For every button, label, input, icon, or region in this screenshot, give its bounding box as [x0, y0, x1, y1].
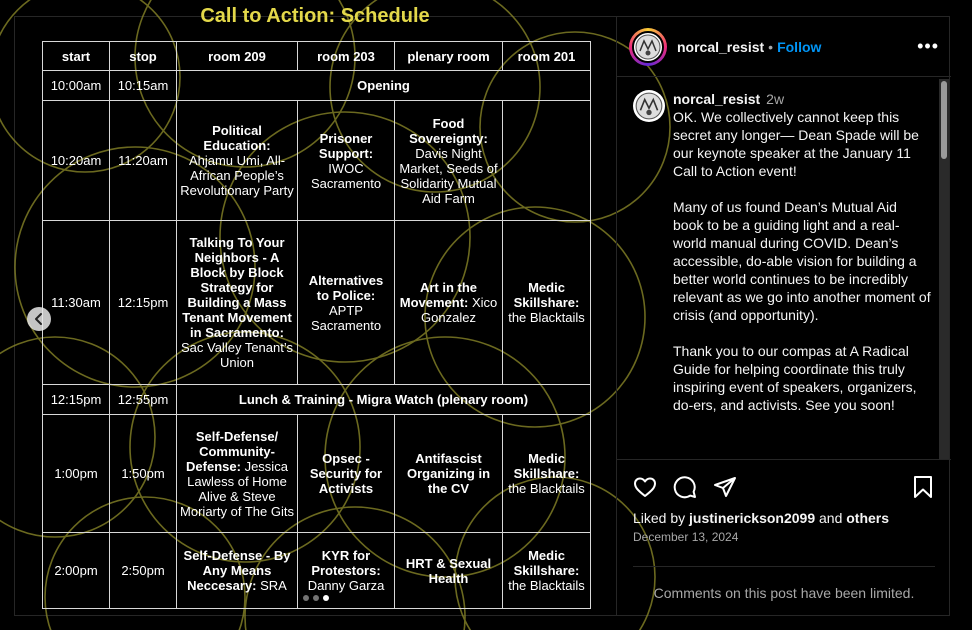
start-time: 11:30am	[43, 221, 110, 385]
session-plenary	[395, 415, 503, 533]
session-room-203	[298, 101, 395, 221]
post-dialog	[14, 5, 950, 616]
carousel-dot[interactable]	[313, 595, 319, 601]
session-presenter: Ahjamu Umi, All-African People’s Revolutionary Party	[180, 153, 294, 198]
chevron-left-icon	[33, 313, 45, 325]
liked-by-others-link[interactable]: others	[846, 510, 890, 526]
session-presenter: Davis Night Market, Seeds of Solidarity Mutual Aid Farm	[399, 145, 498, 206]
session-presenter: the Blacktails	[508, 481, 585, 496]
scrollbar-thumb[interactable]	[941, 81, 947, 159]
session-title: Lunch & Training - Migra Watch (plenary room)	[238, 392, 529, 407]
bookmark-icon	[911, 475, 935, 499]
stop-time: 2:50pm	[110, 533, 177, 609]
share-button[interactable]	[713, 475, 737, 499]
session-room-201	[503, 221, 591, 385]
stop-time: 11:20am	[110, 101, 177, 221]
post-actions	[617, 459, 951, 601]
session-room-209	[177, 533, 298, 609]
session-presenter: the Blacktails	[508, 310, 585, 325]
start-time: 1:00pm	[43, 415, 110, 533]
session-room-203	[298, 221, 395, 385]
caption-paragraph: Thank you to our compas at A Radical Guide for helping coordinate this truly inspiring event of speakers, organizers, do-ers, and activists. See you soon!	[673, 343, 921, 413]
avatar-logo-icon	[634, 33, 662, 61]
header-plenary-room: plenary room	[395, 42, 503, 71]
session-title: Art in the Movement:	[399, 280, 478, 310]
avatar[interactable]	[633, 90, 665, 122]
session-title: Talking To Your Neighbors - A Block by Block Strategy for Building a Mass Tenant Movement in Sacramento:	[182, 235, 292, 340]
caption-username-link[interactable]: norcal_resist	[673, 91, 761, 107]
caption-body	[673, 90, 935, 432]
schedule-title: Call to Action: Schedule	[200, 5, 430, 27]
caption-scrollbar[interactable]	[939, 79, 949, 459]
session-title: Opsec - Security for Activists	[309, 451, 383, 496]
caption-paragraph: OK. We collectively cannot keep this secret any longer— Dean Spade will be our keynote speaker at the January 11 Call to Action event!	[673, 109, 923, 179]
avatar[interactable]	[632, 31, 664, 63]
avatar-logo-icon	[634, 91, 664, 121]
more-options-button[interactable]: •••	[917, 36, 939, 56]
like-button[interactable]	[633, 475, 657, 499]
session-room-201	[503, 533, 591, 609]
start-time: 12:15pm	[43, 385, 110, 415]
session-title: HRT & Sexual Health	[405, 555, 492, 586]
session-title: Self-Defense - By Any Means Neccesary:	[183, 548, 291, 593]
carousel-dots	[303, 595, 329, 601]
start-time: 2:00pm	[43, 533, 110, 609]
session-room-209	[177, 221, 298, 385]
session-plenary	[395, 101, 503, 221]
session-presenter: APTP Sacramento	[310, 302, 382, 333]
schedule-row	[43, 101, 591, 221]
save-button[interactable]	[911, 475, 935, 499]
session-title: Antifascist Organizing in the CV	[406, 451, 491, 496]
comments-limited-notice: Comments on this post have been limited.	[633, 566, 935, 601]
schedule-header-row	[43, 42, 591, 71]
session-presenter: Danny Garza	[307, 578, 385, 593]
caption-scroll-area[interactable]	[617, 78, 951, 458]
session-presenter: Xico Gonzalez	[421, 295, 498, 325]
session-plenary	[395, 221, 503, 385]
header-stop: stop	[110, 42, 177, 71]
caption-paragraph: Many of us found Dean’s Mutual Aid book to be a guiding light and a real-world manual during COVID. Dean’s accessible, do-able vision for building a better world continues to be incredibly relevant as we go into another moment of crisis (and opportunity).	[673, 199, 935, 323]
session-room-201	[503, 101, 591, 221]
session-plenary	[395, 533, 503, 609]
separator-dot: •	[768, 38, 774, 55]
header-room-201: room 201	[503, 42, 591, 71]
stop-time: 12:15pm	[110, 221, 177, 385]
liked-by-prefix: Liked by	[633, 510, 686, 526]
likes-summary	[617, 500, 951, 526]
post-header	[617, 17, 951, 77]
session-title: Medic Skillshare:	[513, 548, 580, 578]
schedule-row	[43, 415, 591, 533]
session-span	[177, 71, 591, 101]
story-ring[interactable]	[629, 28, 667, 66]
post-date[interactable]: December 13, 2024	[633, 530, 739, 544]
session-title: Alternatives to Police:	[308, 272, 384, 303]
post-media[interactable]	[15, 5, 615, 615]
session-title: Food Sovereignty:	[409, 115, 488, 146]
session-room-203	[298, 415, 395, 533]
carousel-prev-button[interactable]	[27, 307, 51, 331]
liked-by-and: and	[819, 510, 843, 526]
session-title: Self-Defense/ Community-Defense:	[186, 428, 279, 474]
session-span	[177, 385, 591, 415]
comment-icon	[673, 475, 697, 499]
follow-button[interactable]: Follow	[777, 38, 822, 55]
username-link[interactable]: norcal_resist	[677, 38, 765, 55]
session-title: Prisoner Support:	[318, 130, 374, 161]
stop-time: 10:15am	[110, 71, 177, 101]
header-start: start	[43, 42, 110, 71]
post-sidebar	[616, 17, 951, 615]
session-title: KYR for Protestors:	[311, 548, 381, 578]
share-icon	[713, 475, 737, 499]
session-presenter: SRA	[256, 578, 287, 593]
session-room-209	[177, 101, 298, 221]
liked-by-user-link[interactable]: justinerickson2099	[689, 510, 816, 526]
heart-icon	[633, 475, 657, 499]
header-room-209: room 209	[177, 42, 298, 71]
session-title: Medic Skillshare:	[513, 451, 580, 481]
schedule-row	[43, 221, 591, 385]
schedule-table	[42, 41, 591, 609]
session-title: Opening	[357, 78, 410, 93]
session-title: Political Education:	[203, 123, 271, 153]
session-room-209	[177, 415, 298, 533]
session-presenter: IWOC Sacramento	[310, 160, 382, 191]
header-room-203: room 203	[298, 42, 395, 71]
start-time: 10:20am	[43, 101, 110, 221]
session-presenter: the Blacktails	[508, 578, 585, 593]
stop-time: 12:55pm	[110, 385, 177, 415]
session-presenter: Sac Valley Tenant’s Union	[180, 340, 294, 370]
carousel-dot-active[interactable]	[323, 595, 329, 601]
session-title: Medic Skillshare:	[513, 280, 580, 310]
schedule-row	[43, 385, 591, 415]
comment-button[interactable]	[673, 475, 697, 499]
start-time: 10:00am	[43, 71, 110, 101]
session-presenter: Jessica Lawless of Home Alive & Steve Moriarty of The Gits	[180, 458, 294, 519]
caption	[617, 78, 951, 432]
session-room-201	[503, 415, 591, 533]
action-icons	[617, 460, 951, 500]
stop-time: 1:50pm	[110, 415, 177, 533]
caption-timestamp[interactable]: 2w	[766, 91, 785, 107]
schedule-row	[43, 71, 591, 101]
carousel-dot[interactable]	[303, 595, 309, 601]
